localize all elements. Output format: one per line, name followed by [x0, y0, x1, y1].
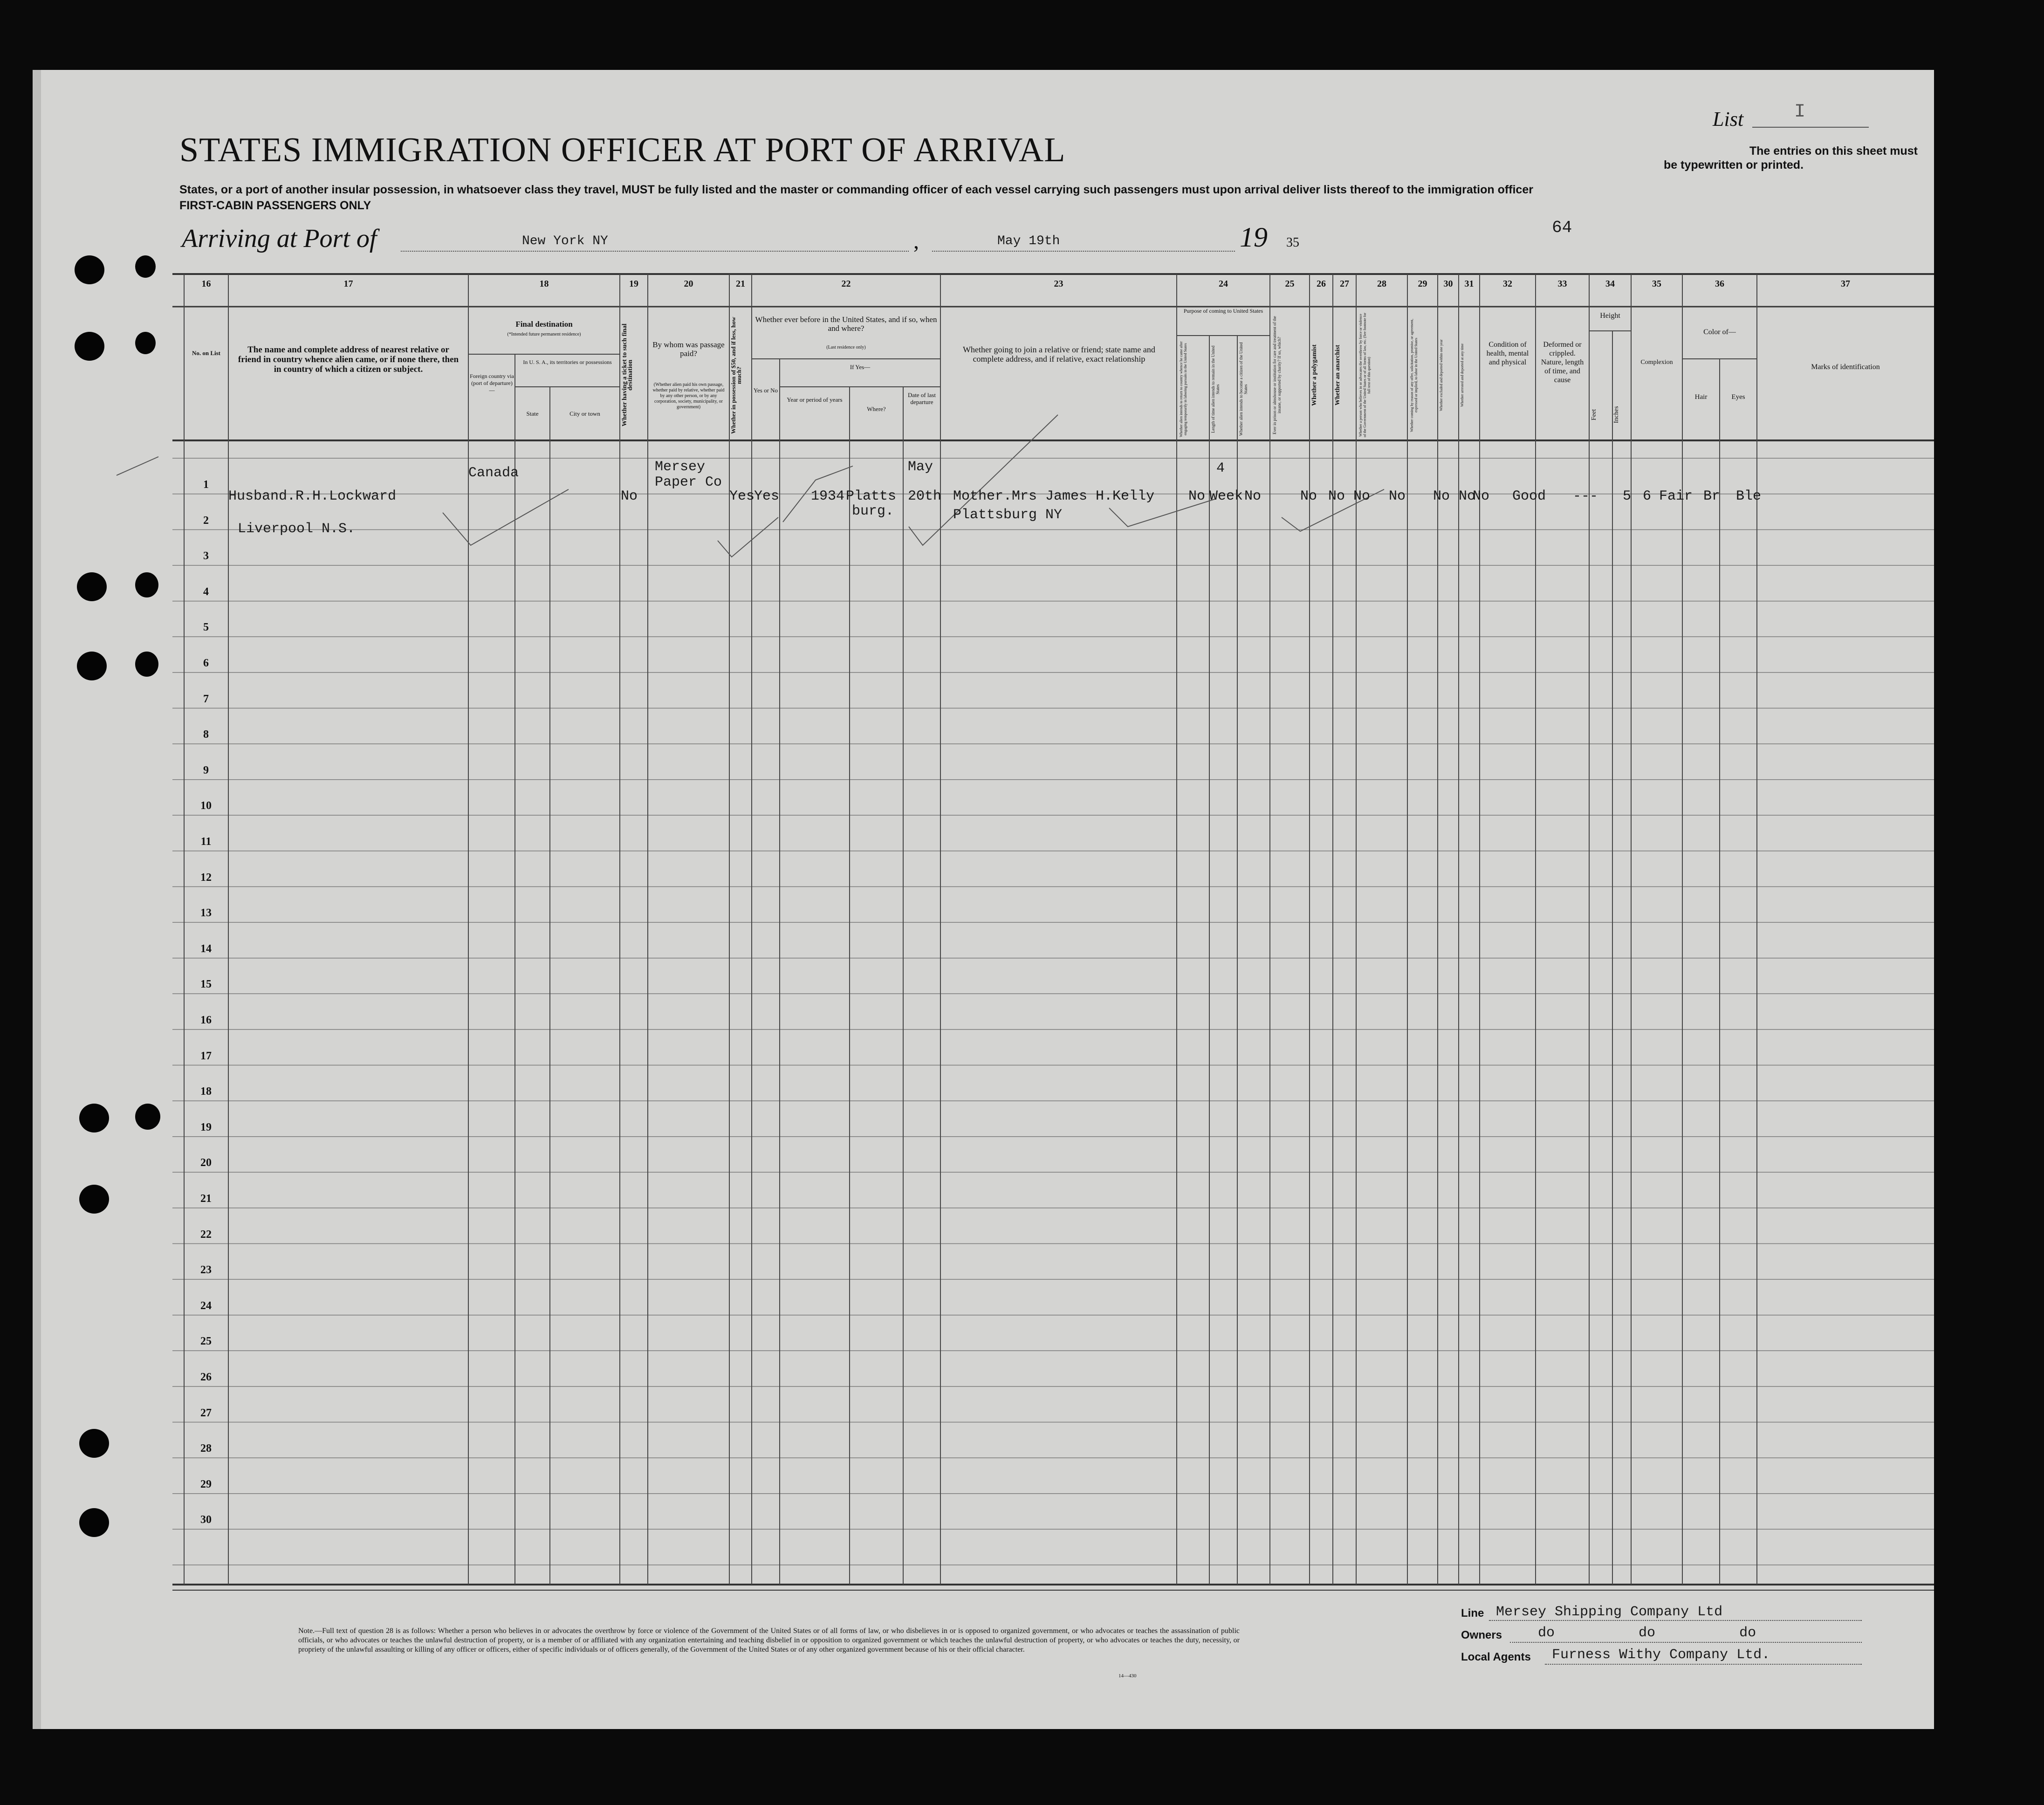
row-number: 25 — [200, 1335, 212, 1348]
row-number: 21 — [200, 1193, 212, 1205]
header-intends-return: Whether alien intends to return to country whence he came after engaging temporarily in laboring pursuits in the United States — [1179, 341, 1187, 437]
row-number: 23 — [200, 1264, 212, 1277]
colnum-30: 30 — [1443, 279, 1453, 289]
punch-hole — [135, 652, 158, 677]
header-labor-offer: Whether coming by reason of any offer, solicitation, promise, or agreement, expressed or implied, to labor in the United States — [1410, 318, 1418, 432]
entry-overthrow: No — [1389, 488, 1406, 504]
row-number: 29 — [200, 1478, 212, 1490]
row-number: 10 — [200, 800, 212, 812]
entry-foreign-country: Canada — [468, 465, 519, 481]
entry-labor-offer: No — [1433, 488, 1450, 504]
row-number: 14 — [200, 942, 212, 955]
colnum-16: 16 — [201, 279, 211, 289]
row-number: 1 — [203, 479, 209, 491]
header-color-of: Color of— — [1703, 328, 1736, 336]
colnum-25: 25 — [1285, 279, 1295, 289]
header-date-departure: Date of last departure — [908, 391, 936, 405]
punch-hole — [135, 255, 156, 278]
entry-ever-before: Yes — [754, 488, 780, 504]
entry-deformed: --- — [1573, 488, 1598, 504]
colnum-33: 33 — [1557, 279, 1567, 289]
punch-hole — [79, 1508, 109, 1537]
entry-prison: No — [1300, 488, 1317, 504]
header-passage-paid: By whom was passage paid? — [652, 340, 725, 358]
manifest-sheet — [33, 70, 1934, 1729]
header-going-to-join: Whether going to join a relative or friend; state name and complete address, and if relative, exact relationship — [963, 345, 1155, 364]
agents-underline — [1545, 1664, 1862, 1665]
entry-date-line1: May — [908, 459, 933, 475]
port-value: New York NY — [522, 234, 608, 248]
colnum-17: 17 — [343, 279, 353, 289]
entry-date-line2: 20th — [908, 488, 942, 504]
header-deformed: Deformed or crippled. Nature, length of time, and cause — [1541, 341, 1584, 384]
header-complexion: Complexion — [1640, 359, 1673, 366]
header-health: Condition of health, mental and physical — [1486, 341, 1529, 366]
footer-note: Note.—Full text of question 28 is as follows: Whether a person who believes in or advocates the overthrow by force or violence of the Government of the United States or of all forms of law, or who disbelieves in or is opposed to organized government, or who advocates or teaches the assassination of public officials, or who advocates or teaches the unlawful destruction of property, or is a member of or affiliated with any organization entertaining and teaching disbelief in or opposition to organized government or which teaches the unlawful destruction of property, or who advocates or teaches the duty, necessity, or propriety of the unlawful assaulting or killing of any officer or officers, either of specific individuals or of officers generally, of the Government of the United States or of any other organized government because of his or their official character. — [298, 1627, 1240, 1654]
entry-polygamist: No — [1328, 488, 1345, 504]
colnum-37: 37 — [1841, 279, 1850, 289]
row-number: 26 — [200, 1371, 212, 1383]
punch-hole — [135, 1104, 160, 1130]
header-if-yes: If Yes— — [850, 364, 871, 371]
entry-return: No — [1188, 488, 1206, 504]
comma-separator: , — [913, 229, 919, 254]
line-value: Mersey Shipping Company Ltd — [1496, 1604, 1723, 1620]
header-hair: Hair — [1694, 393, 1708, 401]
header-intends-citizen: Whether alien intends to become a citizen of the United States — [1239, 342, 1248, 436]
punch-hole — [75, 332, 104, 361]
header-marks: Marks of identification — [1811, 363, 1880, 371]
colnum-21: 21 — [736, 279, 745, 289]
header-polygamist: Whether a polygamist — [1311, 344, 1318, 406]
entry-ticket: No — [621, 488, 638, 504]
entry-citizen: No — [1244, 488, 1262, 504]
line-underline — [1489, 1620, 1862, 1621]
agents-value: Furness Withy Company Ltd. — [1552, 1647, 1770, 1663]
date-value: May 19th — [997, 234, 1060, 248]
punch-hole — [75, 255, 104, 284]
header-yes-or-no: Yes or No — [753, 387, 778, 394]
row-number: 3 — [203, 550, 209, 563]
row-number: 15 — [200, 978, 212, 991]
header-inches: Inches — [1613, 406, 1620, 424]
row-number: 7 — [203, 693, 209, 705]
entry-anarchist: No — [1353, 488, 1371, 504]
header-arrested: Whether arrested and deported at any time — [1460, 343, 1464, 407]
punch-hole — [135, 572, 158, 597]
list-value: I — [1794, 102, 1806, 123]
header-state: State — [526, 410, 539, 417]
header-in-usa: In U. S. A., its territories or possessions — [523, 359, 612, 365]
instruction-line2: be typewritten or printed. — [1664, 158, 1804, 172]
colnum-28: 28 — [1377, 279, 1386, 289]
row-number: 8 — [203, 728, 209, 741]
year-suffix: 35 — [1286, 235, 1299, 250]
colnum-22: 22 — [841, 279, 851, 289]
colnum-29: 29 — [1418, 279, 1427, 289]
header-anarchist: Whether an anarchist — [1334, 344, 1341, 406]
owners-value: do do do — [1538, 1625, 1756, 1641]
punch-hole — [77, 652, 107, 680]
entry-join-line1: Mother.Mrs James H.Kelly — [953, 488, 1155, 504]
row-number: 19 — [200, 1121, 212, 1133]
entry-health: Good — [1512, 488, 1546, 504]
entry-complexion: Fair — [1659, 488, 1693, 504]
subtitle-line2: FIRST-CABIN PASSENGERS ONLY — [179, 199, 371, 212]
owners-underline — [1510, 1642, 1862, 1643]
header-eyes: Eyes — [1731, 393, 1745, 401]
punch-hole — [79, 1185, 109, 1214]
entry-year: 1934 — [811, 488, 845, 504]
entry-has-50: Yes — [729, 488, 755, 504]
colnum-18: 18 — [539, 279, 549, 289]
row-number: 6 — [203, 657, 209, 669]
header-fifty-dollars: Whether in possession of $50, and if less, how much? — [730, 316, 742, 434]
colnum-36: 36 — [1715, 279, 1724, 289]
entry-join-line2: Plattsburg NY — [953, 507, 1063, 523]
page-number: 64 — [1552, 218, 1572, 237]
header-height: Height — [1600, 312, 1620, 320]
colnum-35: 35 — [1652, 279, 1661, 289]
page-title: STATES IMMIGRATION OFFICER AT PORT OF ARRIVAL — [179, 131, 1066, 169]
punch-hole — [79, 1104, 109, 1132]
list-label: List — [1713, 108, 1744, 130]
row-number: 9 — [203, 764, 209, 776]
entry-feet: 5 — [1623, 488, 1632, 504]
subtitle-line1: States, or a port of another insular possession, in whatsoever class they travel, MUST be fully listed and the master or commanding officer of each vessel carrying such passengers must upon arrival deliver lists thereof to the immigration officer — [179, 183, 1533, 196]
instruction-line1: The entries on this sheet must — [1749, 144, 1918, 158]
row-number: 4 — [203, 585, 209, 598]
colnum-20: 20 — [684, 279, 693, 289]
row-number: 28 — [200, 1442, 212, 1455]
entry-length: Week — [1209, 488, 1243, 504]
row-number: 16 — [200, 1014, 212, 1026]
row-number: 2 — [203, 514, 209, 527]
punch-hole — [79, 1429, 109, 1458]
row-number: 27 — [200, 1407, 212, 1419]
row-number: 24 — [200, 1299, 212, 1312]
colnum-19: 19 — [629, 279, 638, 289]
header-ever-before-sub: (Last residence only) — [826, 345, 866, 350]
row-number: 30 — [200, 1514, 212, 1526]
entry-arrested: No — [1473, 488, 1490, 504]
manifest-grid — [33, 70, 1934, 1729]
header-final-destination: Final destination — [515, 320, 573, 329]
entry-length-top: 4 — [1216, 460, 1225, 476]
entry-hair: Br — [1703, 488, 1721, 504]
header-where: Where? — [867, 405, 886, 412]
header-ticket: Whether having a ticket to such final destination — [621, 323, 634, 427]
row-number: 5 — [203, 621, 209, 634]
colnum-34: 34 — [1605, 279, 1615, 289]
row-number: 20 — [200, 1157, 212, 1169]
row-number: 18 — [200, 1085, 212, 1098]
header-nearest-relative: The name and complete address of nearest relative or friend in country whence alien came, or if none there, then in country of which a citizen or subject. — [238, 345, 459, 374]
header-passage-paid-sub: (Whether alien paid his own passage, whether paid by relative, whether paid by any other person, or by any corporation, society, municipality, or government) — [652, 382, 725, 410]
entry-where-line1: Platts — [846, 488, 897, 504]
header-length-of-stay: Length of time alien intends to remain in the United States — [1211, 345, 1220, 433]
line-label: Line — [1461, 1607, 1484, 1620]
year-prefix: 19 — [1240, 222, 1268, 253]
entry-where-line2: burg. — [852, 503, 894, 519]
header-overthrow: Whether a person who believes in or advocates the overthrow by force or violence of the Government of the United States or of all forms of law, etc. (See footnote for full text of this question) — [1358, 313, 1371, 438]
owners-label: Owners — [1461, 1629, 1502, 1641]
header-feet: Feet — [1591, 409, 1598, 421]
entry-paid-by-line1: Mersey — [655, 459, 706, 475]
header-final-destination-sub: (*Intended future permanent residence) — [507, 332, 581, 337]
header-excluded: Whether excluded and deported within one year — [1439, 339, 1443, 411]
arriving-label: Arriving at Port of — [182, 224, 377, 253]
colnum-31: 31 — [1464, 279, 1474, 289]
agents-label: Local Agents — [1461, 1651, 1531, 1663]
form-number: 14—430 — [1118, 1673, 1137, 1679]
colnum-26: 26 — [1317, 279, 1326, 289]
row-number: 22 — [200, 1228, 212, 1241]
row-number: 13 — [200, 907, 212, 920]
header-city: City or town — [569, 410, 600, 417]
header-prison: Ever in prison or almshouse or institution for care and treatment of the insane, or supported by charity? If so, which? — [1272, 316, 1282, 434]
header-year-or-period: Year or period of years — [787, 396, 843, 403]
punch-hole — [135, 332, 156, 354]
row-number: 11 — [200, 836, 212, 848]
punch-hole — [77, 572, 107, 601]
colnum-24: 24 — [1219, 279, 1228, 289]
colnum-32: 32 — [1503, 279, 1512, 289]
entry-name-line2: Liverpool N.S. — [238, 521, 356, 537]
row-number: 12 — [200, 871, 212, 884]
header-ever-before: Whether ever before in the United States, and if so, when and where? — [755, 315, 937, 333]
entry-paid-by-line2: Paper Co — [655, 474, 722, 490]
header-purpose: Purpose of coming to United States — [1183, 308, 1263, 314]
header-foreign-country: Foreign country via (port of departure)— — [470, 373, 514, 393]
entry-inches: 6 — [1643, 488, 1652, 504]
colnum-23: 23 — [1054, 279, 1063, 289]
colnum-27: 27 — [1340, 279, 1349, 289]
row-number: 17 — [200, 1050, 212, 1062]
header-no-on-list: No. on List — [192, 350, 221, 357]
entry-eyes: Ble — [1736, 488, 1762, 504]
entry-name-line1: Husband.R.H.Lockward — [228, 488, 397, 504]
entry-excluded: No — [1459, 488, 1476, 504]
